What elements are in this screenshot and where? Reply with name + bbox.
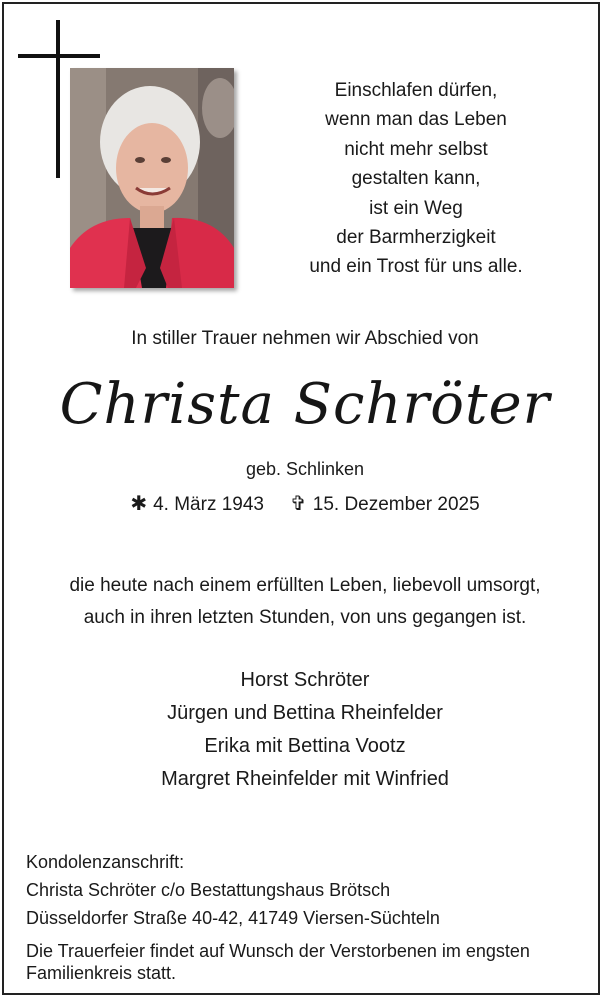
passage-line: auch in ihren letzten Stunden, von uns gegangen ist. <box>83 607 527 628</box>
poem-line: nicht mehr selbst <box>344 138 488 160</box>
funeral-notice: Die Trauerfeier findet auf Wunsch der Verstorbenen im engsten Familienkreis statt. <box>26 941 530 983</box>
mourner: Margret Rheinfelder mit Winfried <box>161 768 449 790</box>
portrait-illustration <box>70 68 234 288</box>
mourner: Erika mit Bettina Vootz <box>204 735 406 757</box>
poem <box>266 76 566 282</box>
poem-line: und ein Trost für uns alle. <box>309 256 523 278</box>
address-line: Düsseldorfer Straße 40-42, 41749 Viersen-Süchteln <box>26 908 440 928</box>
poem-line: ist ein Weg <box>369 197 463 219</box>
poem-line: der Barmherzigkeit <box>336 227 496 249</box>
birth-name: geb. Schlinken <box>245 459 365 479</box>
condolence-address <box>26 848 586 932</box>
portrait-photo <box>70 68 234 288</box>
birth-date: 4. März 1943 <box>153 494 264 515</box>
mourner: Horst Schröter <box>240 669 370 691</box>
poem-line: Einschlafen dürfen, <box>334 80 498 101</box>
poem-line: gestalten kann, <box>351 168 481 190</box>
intro-text: In stiller Trauer nehmen wir Abschied von <box>131 328 479 349</box>
poem-line: wenn man das Leben <box>325 109 507 131</box>
deceased-name: Christa Schröter <box>59 372 551 437</box>
mourner: Jürgen und Bettina Rheinfelder <box>167 702 443 724</box>
passage-line: die heute nach einem erfüllten Leben, liebevoll umsorgt, <box>69 575 541 596</box>
address-line: Christa Schröter c/o Bestattungshaus Brötsch <box>26 880 391 900</box>
obituary-card <box>2 2 600 995</box>
passage <box>4 570 606 634</box>
death-cross-icon: ✞ <box>290 493 307 515</box>
address-line: Kondolenzanschrift: <box>26 852 185 872</box>
death-date: 15. Dezember 2025 <box>312 494 480 515</box>
mourners-list <box>4 664 606 796</box>
birth-star-icon: ✱ <box>130 493 148 515</box>
life-dates <box>4 491 606 516</box>
